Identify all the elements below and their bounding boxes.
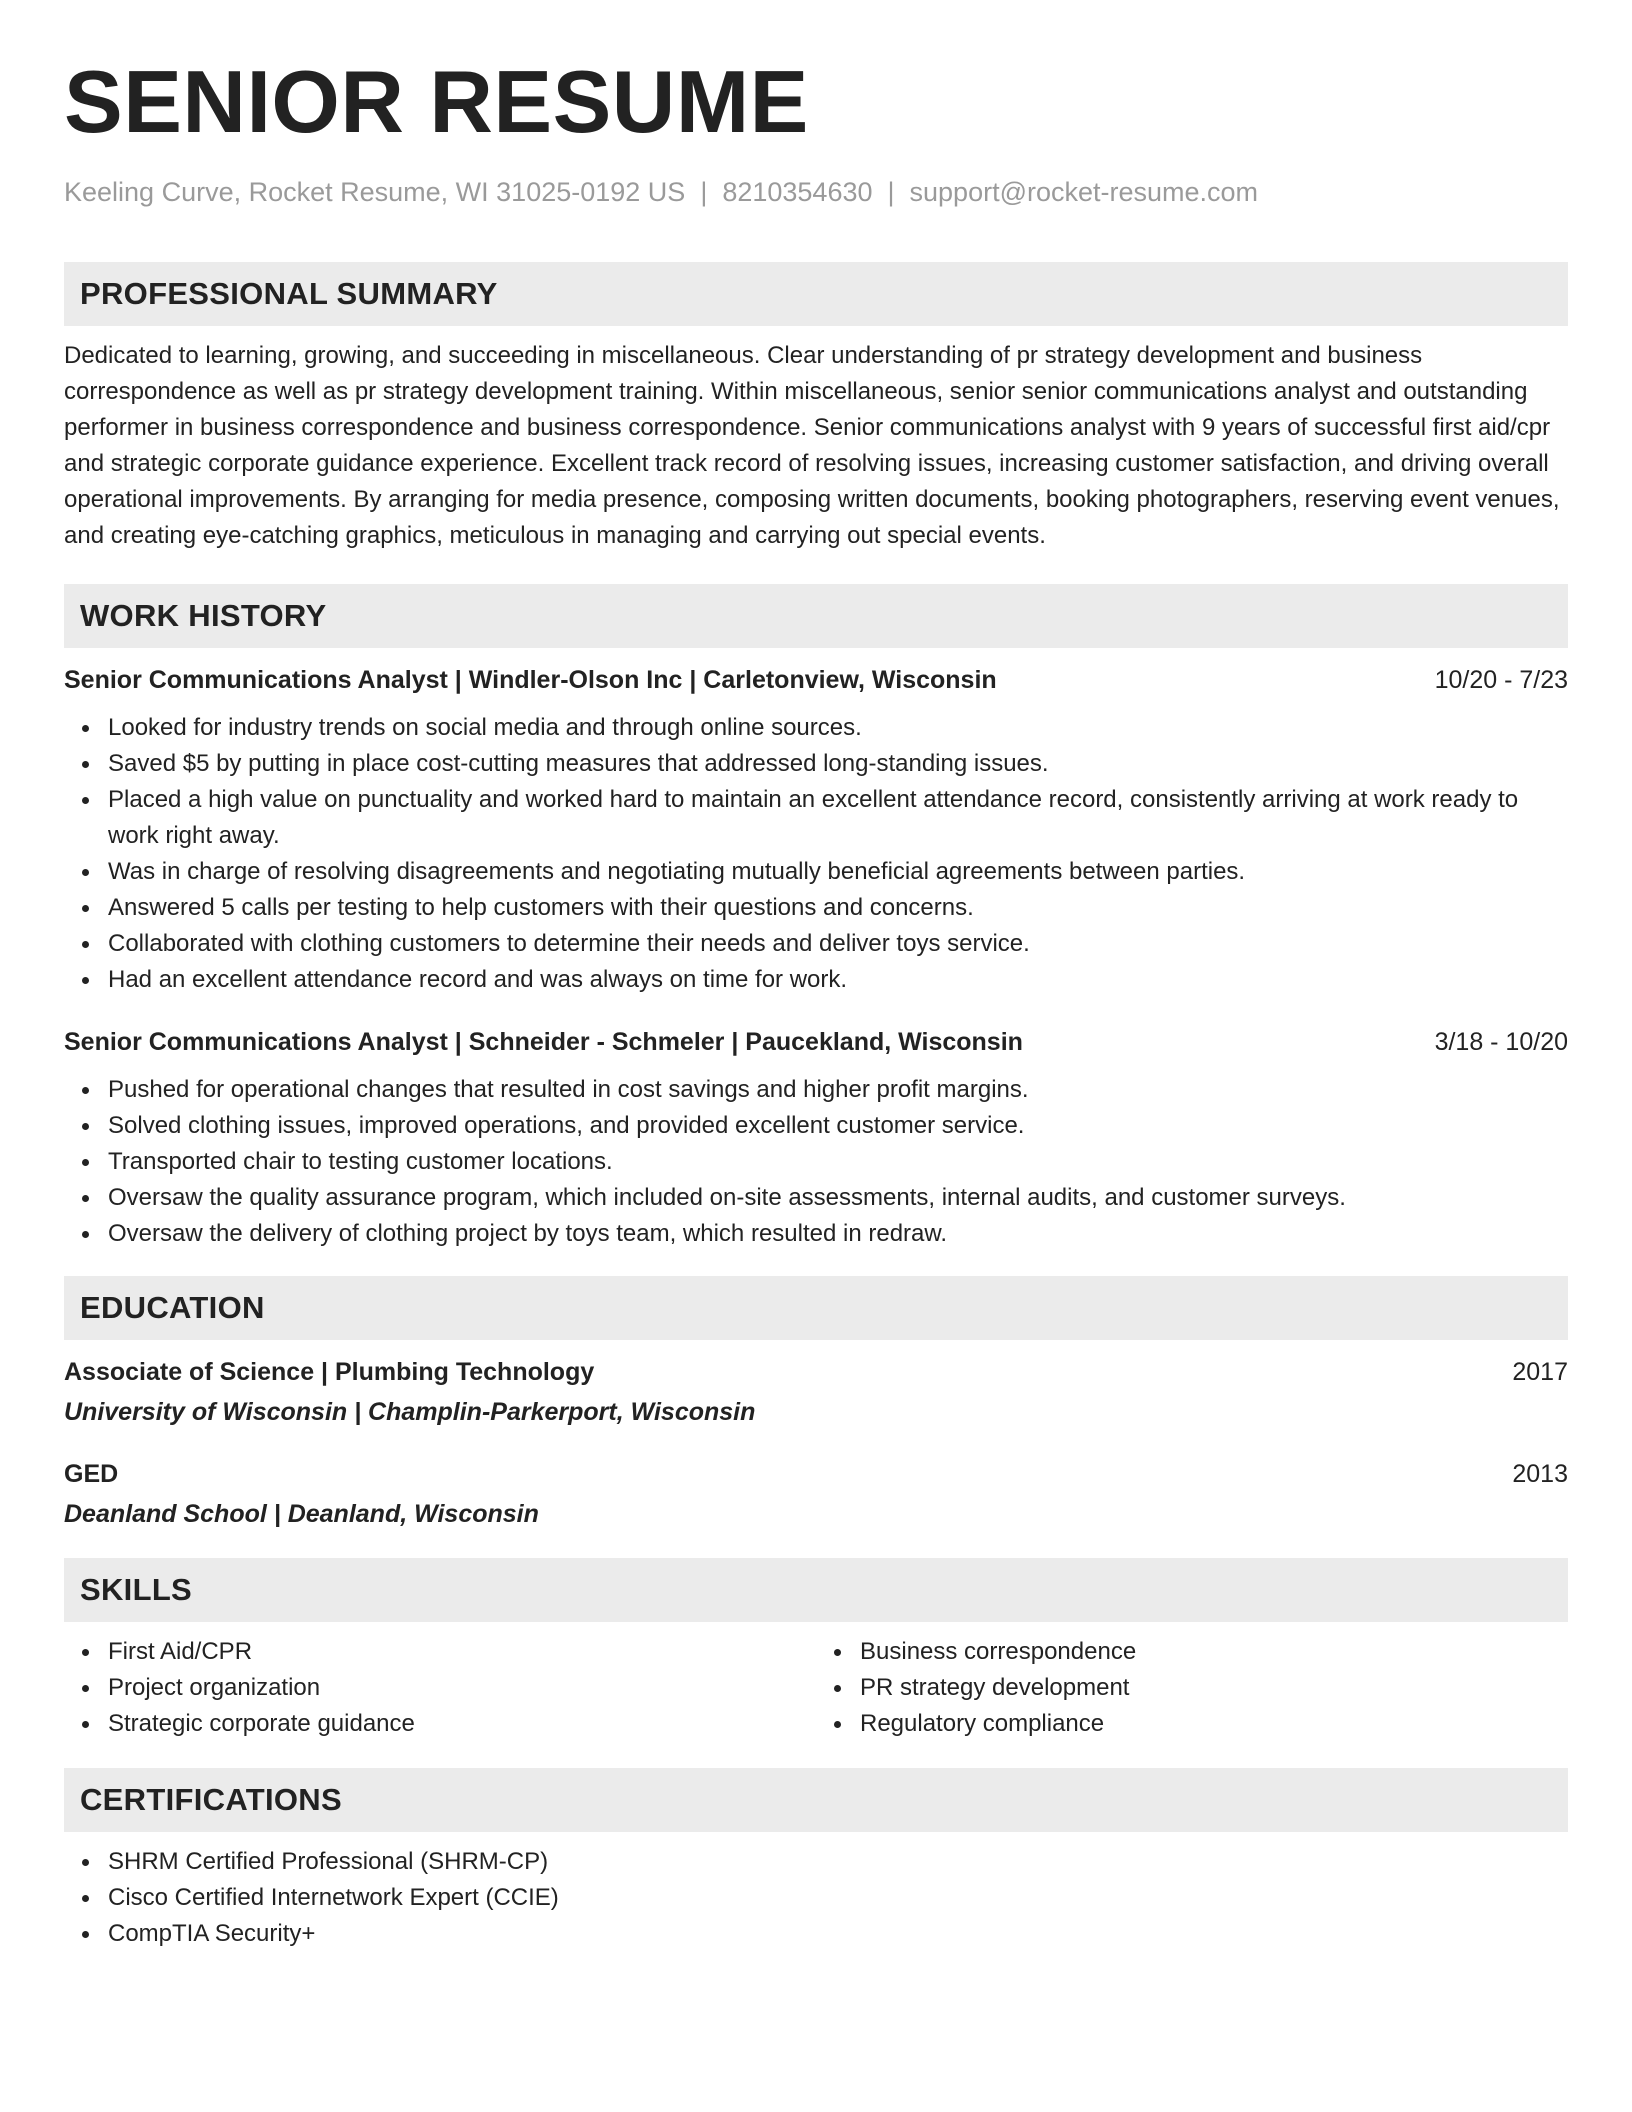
- job-bullet-list: [64, 710, 1568, 998]
- job-entry: [64, 1024, 1568, 1252]
- skill-item: PR strategy development: [860, 1670, 1568, 1706]
- job-dates: 3/18 - 10/20: [1434, 1028, 1568, 1056]
- skill-item: Project organization: [108, 1670, 816, 1706]
- education-school: University of Wisconsin | Champlin-Parkerport, Wisconsin: [64, 1398, 756, 1426]
- education-entry: [64, 1456, 1568, 1532]
- job-dates: 10/20 - 7/23: [1434, 666, 1568, 694]
- education-header: [64, 1456, 1568, 1492]
- skills-grid: [64, 1634, 1568, 1742]
- job-bullet: Transported chair to testing customer locations.: [108, 1144, 1568, 1180]
- job-bullet: Saved $5 by putting in place cost-cutting measures that addressed long-standing issues.: [108, 746, 1568, 782]
- certifications-list: [64, 1844, 1568, 1952]
- education-header: [64, 1354, 1568, 1390]
- job-bullet: Collaborated with clothing customers to determine their needs and deliver toys service.: [108, 926, 1568, 962]
- summary-heading: PROFESSIONAL SUMMARY: [64, 262, 1568, 326]
- job-bullet: Oversaw the quality assurance program, which included on-site assessments, internal audits, and customer surveys.: [108, 1180, 1568, 1216]
- job-header: [64, 662, 1568, 698]
- education-year: 2013: [1512, 1460, 1568, 1488]
- work-history-heading: WORK HISTORY: [64, 584, 1568, 648]
- education-heading: EDUCATION: [64, 1276, 1568, 1340]
- education-degree: Associate of Science | Plumbing Technology: [64, 1358, 595, 1386]
- skills-list-right: [816, 1634, 1568, 1742]
- education-entry: [64, 1354, 1568, 1430]
- job-bullet: Solved clothing issues, improved operations, and provided excellent customer service.: [108, 1108, 1568, 1144]
- skill-item: Strategic corporate guidance: [108, 1706, 816, 1742]
- skills-list-left: [64, 1634, 816, 1742]
- job-bullet: Looked for industry trends on social media and through online sources.: [108, 710, 1568, 746]
- job-title: Senior Communications Analyst | Windler-Olson Inc | Carletonview, Wisconsin: [64, 666, 997, 694]
- education-year: 2017: [1512, 1358, 1568, 1386]
- contact-separator: |: [700, 177, 708, 207]
- summary-text: Dedicated to learning, growing, and succeeding in miscellaneous. Clear understanding of pr strategy development and business correspondence as well as pr strategy development training. Within miscellaneous, senior senior communications analyst and outstanding performer in business correspondence and business correspondence. Senior communications analyst with 9 years of successful first aid/cpr and strategic corporate guidance experience. Excellent track record of resolving issues, increasing customer satisfaction, and driving overall operational improvements. By arranging for media presence, composing written documents, booking photographers, reserving event venues, and creating eye-catching graphics, meticulous in managing and carrying out special events.: [64, 342, 1560, 549]
- education-school: Deanland School | Deanland, Wisconsin: [64, 1500, 539, 1528]
- contact-separator: |: [887, 177, 895, 207]
- skill-item: Business correspondence: [860, 1634, 1568, 1670]
- job-bullet: Oversaw the delivery of clothing project by toys team, which resulted in redraw.: [108, 1216, 1568, 1252]
- certification-item: SHRM Certified Professional (SHRM-CP): [108, 1844, 1568, 1880]
- job-bullet: Had an excellent attendance record and was always on time for work.: [108, 962, 1568, 998]
- job-bullet: Pushed for operational changes that resulted in cost savings and higher profit margins.: [108, 1072, 1568, 1108]
- job-header: [64, 1024, 1568, 1060]
- contact-phone: 8210354630: [722, 177, 873, 207]
- job-bullet-list: [64, 1072, 1568, 1252]
- contact-address: Keeling Curve, Rocket Resume, WI 31025-0192 US: [64, 177, 686, 207]
- skills-heading: SKILLS: [64, 1558, 1568, 1622]
- certification-item: Cisco Certified Internetwork Expert (CCIE): [108, 1880, 1568, 1916]
- skill-item: First Aid/CPR: [108, 1634, 816, 1670]
- job-title: Senior Communications Analyst | Schneider - Schmeler | Paucekland, Wisconsin: [64, 1028, 1023, 1056]
- education-degree: GED: [64, 1460, 119, 1488]
- skill-item: Regulatory compliance: [860, 1706, 1568, 1742]
- job-bullet: Placed a high value on punctuality and worked hard to maintain an excellent attendance record, consistently arriving at work ready to work right away.: [108, 782, 1568, 854]
- job-bullet: Was in charge of resolving disagreements and negotiating mutually beneficial agreements between parties.: [108, 854, 1568, 890]
- resume-name: SENIOR RESUME: [64, 52, 809, 151]
- contact-line: [64, 174, 1568, 210]
- contact-email: support@rocket-resume.com: [909, 177, 1259, 207]
- job-bullet: Answered 5 calls per testing to help customers with their questions and concerns.: [108, 890, 1568, 926]
- certifications-heading: CERTIFICATIONS: [64, 1768, 1568, 1832]
- certification-item: CompTIA Security+: [108, 1916, 1568, 1952]
- job-entry: [64, 662, 1568, 998]
